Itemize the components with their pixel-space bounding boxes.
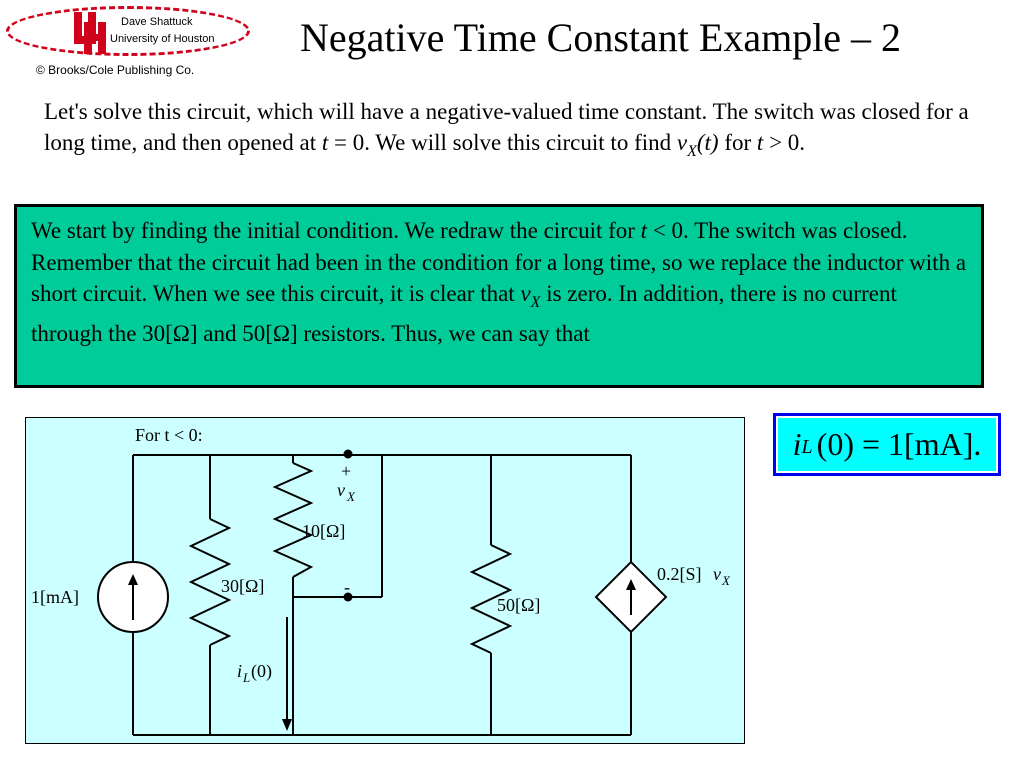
il-sub: L bbox=[243, 670, 251, 685]
dep-coef: 0.2[S] bbox=[657, 564, 702, 584]
vx-minus-sign: - bbox=[344, 577, 350, 597]
logo-university: University of Houston bbox=[110, 33, 215, 45]
uh-logo-icon bbox=[72, 10, 108, 56]
r30-label: 30[Ω] bbox=[221, 576, 265, 596]
explanation-box bbox=[14, 204, 984, 388]
intro-text-4: > 0. bbox=[763, 130, 806, 155]
circuit-diagram bbox=[25, 417, 745, 744]
vx-plus-sign: + bbox=[341, 461, 352, 481]
result-i-sub: L bbox=[801, 436, 813, 458]
r50-label: 50[Ω] bbox=[497, 595, 541, 615]
il-var: i bbox=[237, 661, 243, 681]
il-arg: (0) bbox=[251, 661, 272, 681]
intro-v-sub: X bbox=[687, 142, 697, 160]
intro-t2-var: t bbox=[756, 130, 764, 155]
dep-var: v bbox=[713, 564, 721, 584]
logo-ellipse bbox=[6, 6, 250, 56]
box-t-var: t bbox=[640, 218, 648, 243]
slide-title: Negative Time Constant Example – 2 bbox=[300, 15, 902, 60]
dep-sub: X bbox=[722, 573, 730, 588]
vx-plus-terminal bbox=[344, 450, 353, 459]
intro-paragraph bbox=[44, 96, 974, 167]
circuit-heading: For t < 0: bbox=[135, 425, 203, 445]
university-logo bbox=[6, 6, 256, 78]
result-i-var: i bbox=[792, 426, 802, 462]
copyright-notice: © Brooks/Cole Publishing Co. bbox=[36, 63, 195, 77]
result-equation bbox=[778, 418, 996, 471]
vx-sub: X bbox=[347, 489, 355, 504]
result-box bbox=[773, 413, 1001, 476]
intro-t-var: t bbox=[321, 130, 329, 155]
intro-t-arg: (t) bbox=[696, 130, 719, 155]
logo-author: Dave Shattuck bbox=[121, 16, 193, 28]
intro-v-var: v bbox=[676, 130, 688, 155]
result-value: (0) = 1[mA]. bbox=[816, 426, 982, 462]
box-v-sub: X bbox=[530, 293, 541, 311]
box-text-1: We start by finding the initial condition. We redraw the circuit for bbox=[31, 218, 641, 243]
intro-text-2: = 0. We will solve this circuit to find bbox=[328, 130, 677, 155]
intro-text-3: for bbox=[718, 130, 757, 155]
vx-var: v bbox=[337, 480, 345, 500]
box-text-2: < 0. The switch was closed. Remember that the circuit had been in the condition for a long time, so we replace the inductor with a short circuit. When we see this circuit, it is clear that bbox=[31, 218, 967, 306]
source-label: 1[mA] bbox=[31, 587, 79, 607]
intro-text-1: Let's solve this circuit, which will have a negative-valued time constant. The switch was closed for a long time, and then opened at bbox=[44, 99, 969, 155]
box-text-3: is zero. In addition, there is no current through the 30[Ω] and 50[Ω] resistors. Thus, we can say that bbox=[31, 281, 897, 347]
r10-label: 10[Ω] bbox=[302, 521, 346, 541]
box-v-var: v bbox=[520, 281, 531, 306]
